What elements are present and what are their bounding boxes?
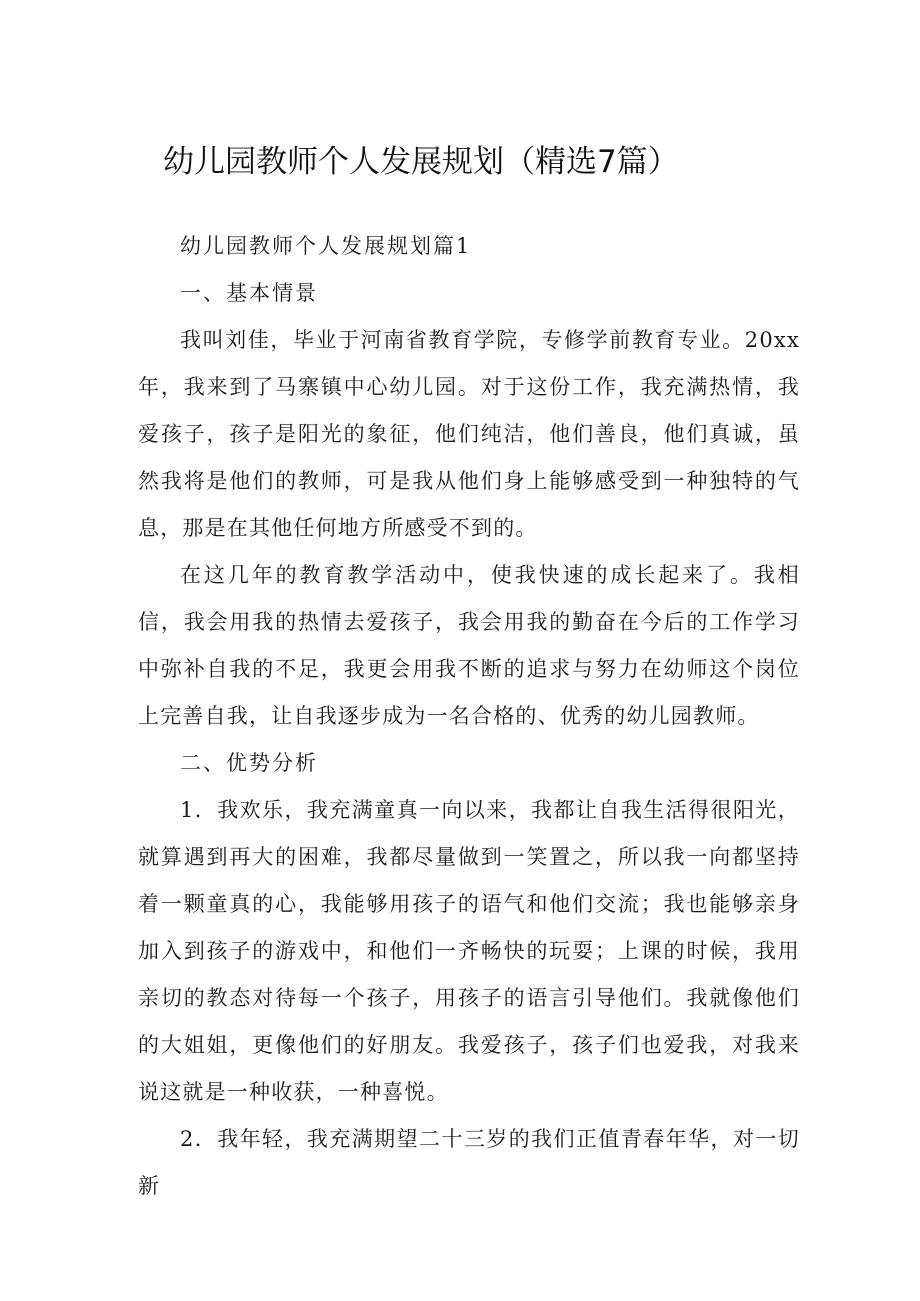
paragraph-introduction: 我叫刘佳，毕业于河南省教育学院，专修学前教育专业。20xx年，我来到了马寨镇中心幼儿园。对于这份工作，我充满热情，我爱孩子，孩子是阳光的象征，他们纯洁，他们善良，他们真诚，虽然我将是他们的教师，可是我从他们身上能够感受到一种独特的气息，那是在其他任何地方所感受不到的。	[138, 328, 800, 540]
document-body	[138, 223, 800, 1210]
section-heading-strengths: 二、优势分析	[180, 751, 318, 775]
paragraph-growth: 在这几年的教育教学活动中，使我快速的成长起来了。我相信，我会用我的热情去爱孩子，我会用我的勤奋在今后的工作学习中弥补自我的不足，我更会用我不断的追求与努力在幼师这个岗位上完善自我，让自我逐步成为一名合格的、优秀的幼儿园教师。	[138, 563, 800, 728]
paragraph-strength-2: 2．我年轻，我充满期望二十三岁的我们正值青春年华，对一切新	[138, 1127, 800, 1198]
document-title: 幼儿园教师个人发展规划（精选7篇）	[163, 144, 679, 180]
section-heading-basic-situation: 一、基本情景	[180, 281, 318, 305]
section-heading-article-1: 幼儿园教师个人发展规划篇1	[180, 234, 472, 258]
paragraph-strength-1: 1．我欢乐，我充满童真一向以来，我都让自我生活得很阳光，就算遇到再大的困难，我都尽量做到一笑置之，所以我一向都坚持着一颗童真的心，我能够用孩子的语气和他们交流；我也能够亲身加入到孩子的游戏中，和他们一齐畅快的玩耍；上课的时候，我用亲切的教态对待每一个孩子，用孩子的语言引导他们。我就像他们的大姐姐，更像他们的好朋友。我爱孩子，孩子们也爱我，对我来说这就是一种收获，一种喜悦。	[138, 798, 800, 1104]
